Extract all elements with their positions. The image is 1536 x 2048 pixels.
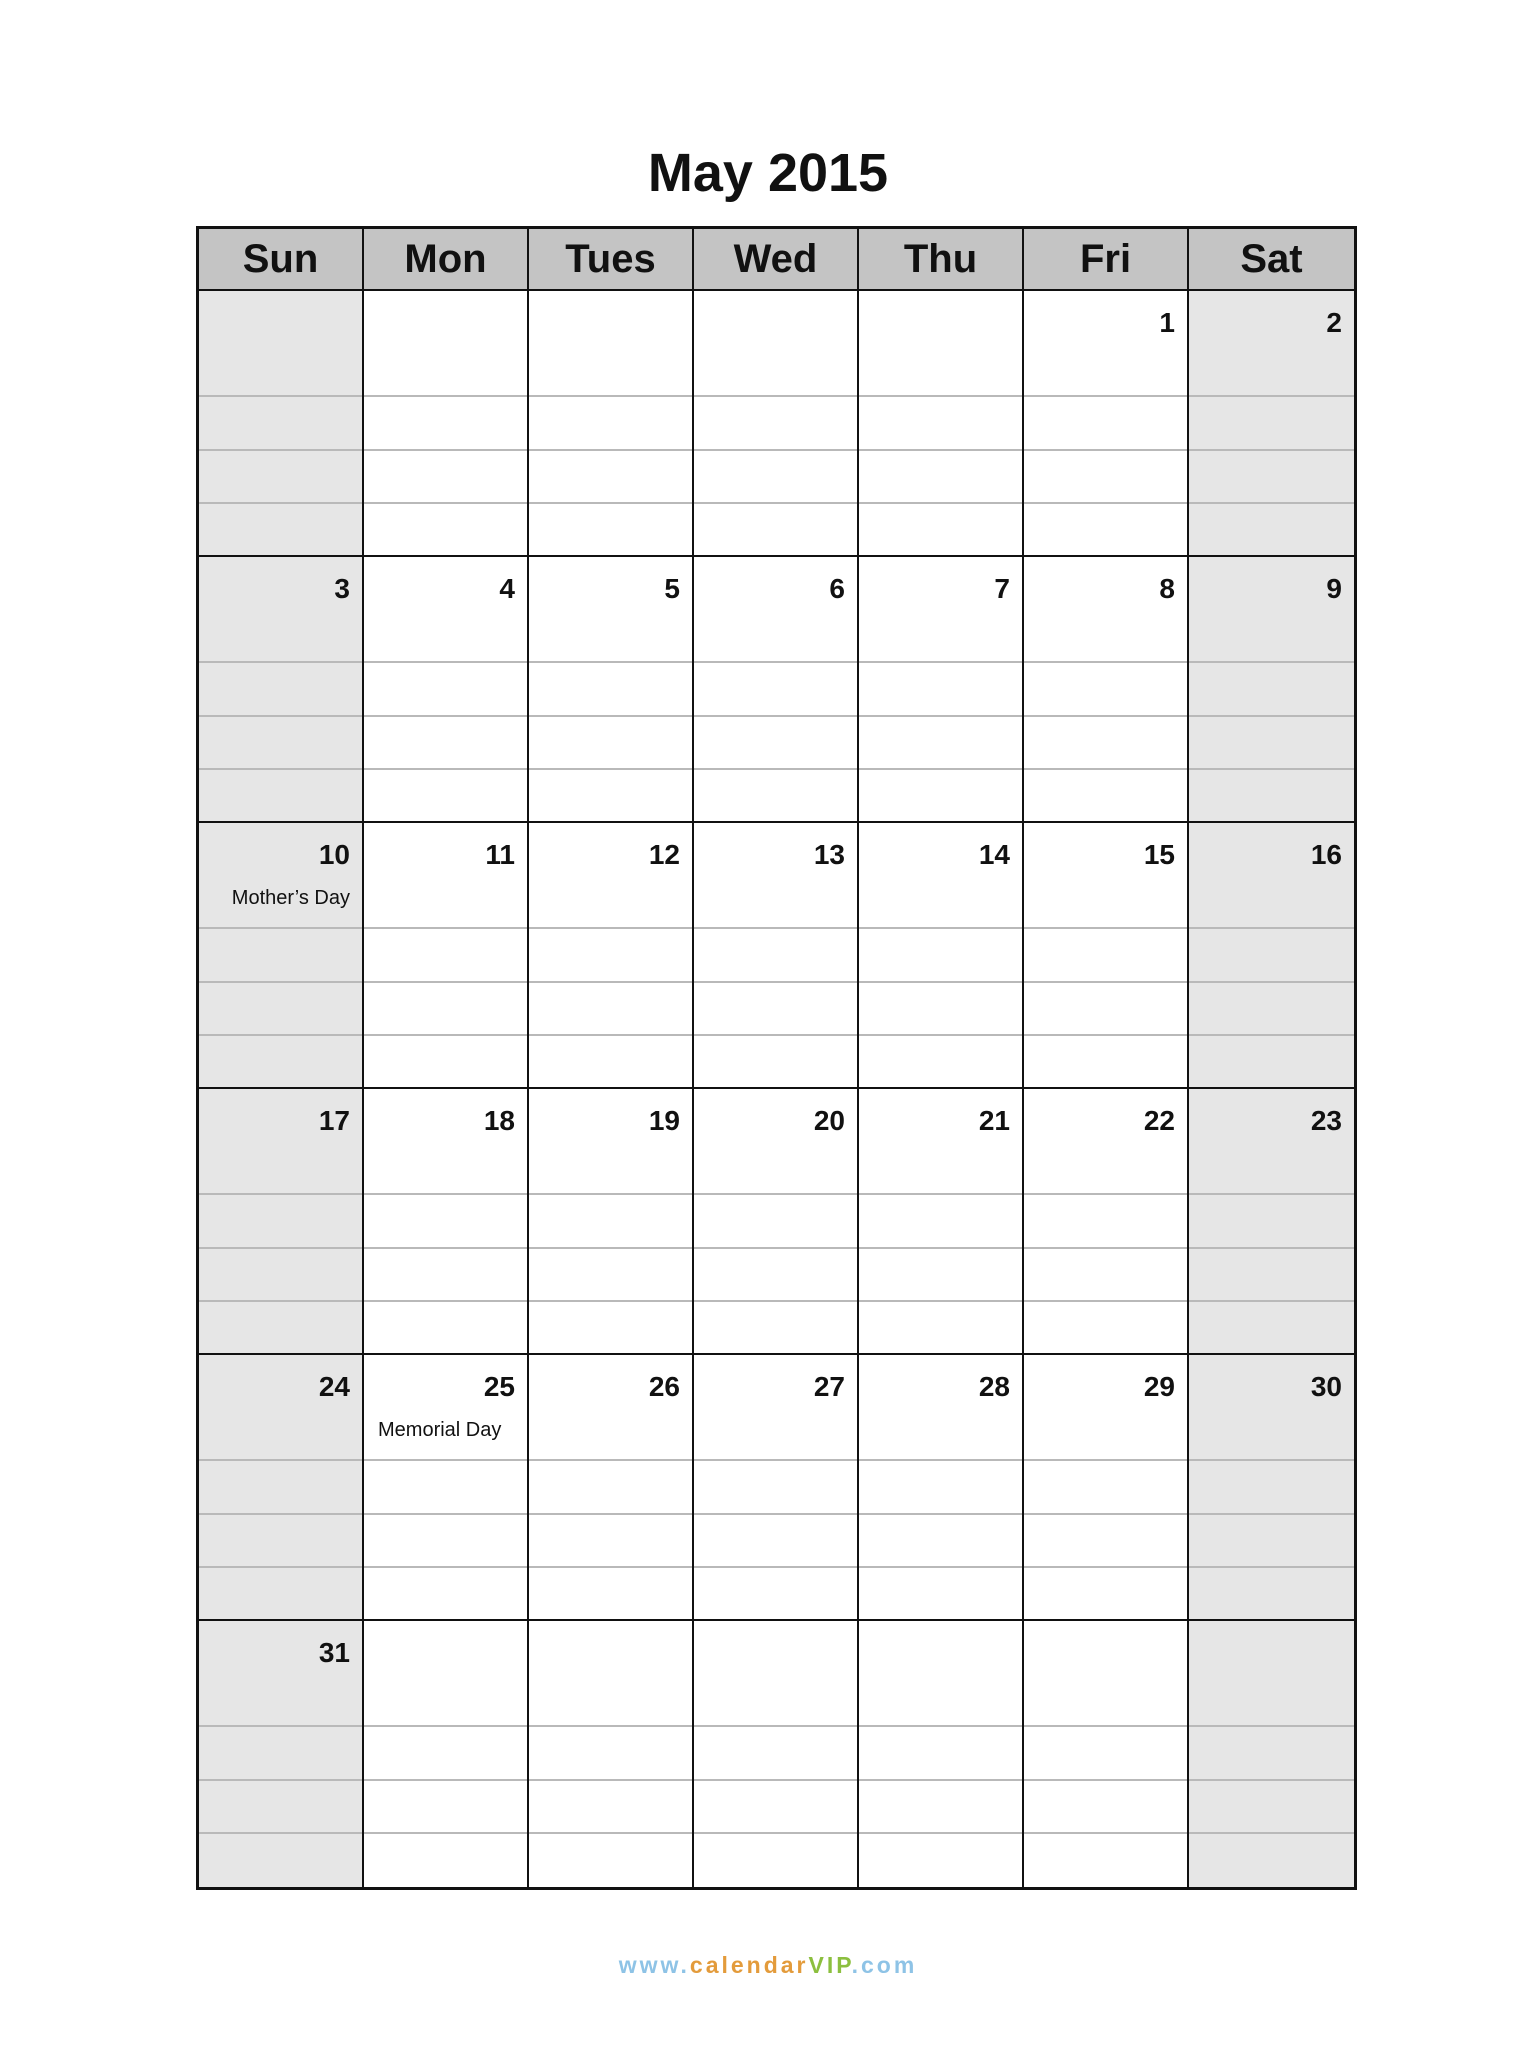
day-number: 12	[648, 839, 680, 870]
day-number: 23	[1310, 1105, 1342, 1136]
day-cell	[199, 1355, 364, 1621]
day-cell	[859, 557, 1024, 823]
day-number: 25	[483, 1371, 515, 1402]
weekday-header-fri: Fri	[1024, 229, 1189, 291]
day-cell	[694, 823, 859, 1089]
day-number: 14	[978, 839, 1010, 870]
day-number: 6	[829, 573, 845, 604]
day-cell	[529, 1355, 694, 1621]
day-cell	[1024, 1621, 1189, 1887]
day-cell	[364, 557, 529, 823]
day-cell	[199, 1621, 364, 1887]
day-cell	[859, 1621, 1024, 1887]
day-cell	[1189, 557, 1354, 823]
day-cell	[529, 1621, 694, 1887]
day-number: 21	[978, 1105, 1010, 1136]
day-number: 18	[483, 1105, 515, 1136]
day-number: 24	[318, 1371, 350, 1402]
day-number: 8	[1159, 573, 1175, 604]
day-cell	[859, 823, 1024, 1089]
day-cell	[364, 291, 529, 557]
day-number: 17	[318, 1105, 350, 1136]
footer-website[interactable]	[0, 1952, 1536, 1979]
day-cell	[529, 1089, 694, 1355]
day-cell	[1189, 291, 1354, 557]
day-number: 2	[1326, 307, 1342, 338]
weekday-header-wed: Wed	[694, 229, 859, 291]
day-number: 4	[499, 573, 515, 604]
day-cell	[364, 1089, 529, 1355]
day-cell	[1189, 1089, 1354, 1355]
day-number: 28	[978, 1371, 1010, 1402]
day-cell	[859, 1089, 1024, 1355]
day-number: 3	[334, 573, 350, 604]
day-cell	[694, 1621, 859, 1887]
day-cell	[1024, 1089, 1189, 1355]
calendar-title: May 2015	[647, 143, 889, 203]
day-cell	[859, 291, 1024, 557]
day-number: 19	[648, 1105, 680, 1136]
day-cell	[199, 823, 364, 1089]
calendar-grid	[196, 226, 1357, 1890]
day-number: 5	[664, 573, 680, 604]
day-cell	[364, 1355, 529, 1621]
day-number: 30	[1310, 1371, 1342, 1402]
day-cell	[1189, 823, 1354, 1089]
day-cell	[199, 557, 364, 823]
day-cell	[694, 1089, 859, 1355]
day-number: 15	[1143, 839, 1175, 870]
day-number: 10	[318, 839, 350, 870]
day-number: 1	[1159, 307, 1175, 338]
day-cell	[694, 557, 859, 823]
day-number: 13	[813, 839, 845, 870]
weekday-header-thu: Thu	[859, 229, 1024, 291]
day-number: 7	[994, 573, 1010, 604]
day-number: 29	[1143, 1371, 1175, 1402]
day-number: 20	[813, 1105, 845, 1136]
day-number: 11	[485, 839, 515, 870]
footer-com: .com	[851, 1952, 918, 1978]
day-cell	[1189, 1355, 1354, 1621]
day-cell	[694, 291, 859, 557]
day-cell	[1024, 291, 1189, 557]
footer-calendar: calendar	[689, 1952, 809, 1978]
day-cell	[199, 291, 364, 557]
day-cell	[529, 291, 694, 557]
day-cell	[1024, 557, 1189, 823]
weekday-header-mon: Mon	[364, 229, 529, 291]
weekday-header-sat: Sat	[1189, 229, 1354, 291]
day-number: 26	[648, 1371, 680, 1402]
day-number: 22	[1143, 1105, 1175, 1136]
holiday-label-mothers-day: Mother’s Day	[231, 887, 350, 909]
day-cell	[364, 1621, 529, 1887]
day-cell	[1024, 1355, 1189, 1621]
footer-www: www.	[618, 1952, 690, 1978]
day-cell	[694, 1355, 859, 1621]
weekday-header-sun: Sun	[199, 229, 364, 291]
footer-vip: VIP	[808, 1952, 852, 1978]
weekday-header-tues: Tues	[529, 229, 694, 291]
day-cell	[364, 823, 529, 1089]
day-number: 9	[1326, 573, 1342, 604]
day-number: 16	[1310, 839, 1342, 870]
day-cell	[1189, 1621, 1354, 1887]
day-number: 27	[813, 1371, 845, 1402]
day-number: 31	[318, 1637, 350, 1668]
day-cell	[859, 1355, 1024, 1621]
holiday-label-memorial-day: Memorial Day	[378, 1419, 502, 1441]
day-cell	[1024, 823, 1189, 1089]
day-cell	[199, 1089, 364, 1355]
day-cell	[529, 823, 694, 1089]
day-cell	[529, 557, 694, 823]
